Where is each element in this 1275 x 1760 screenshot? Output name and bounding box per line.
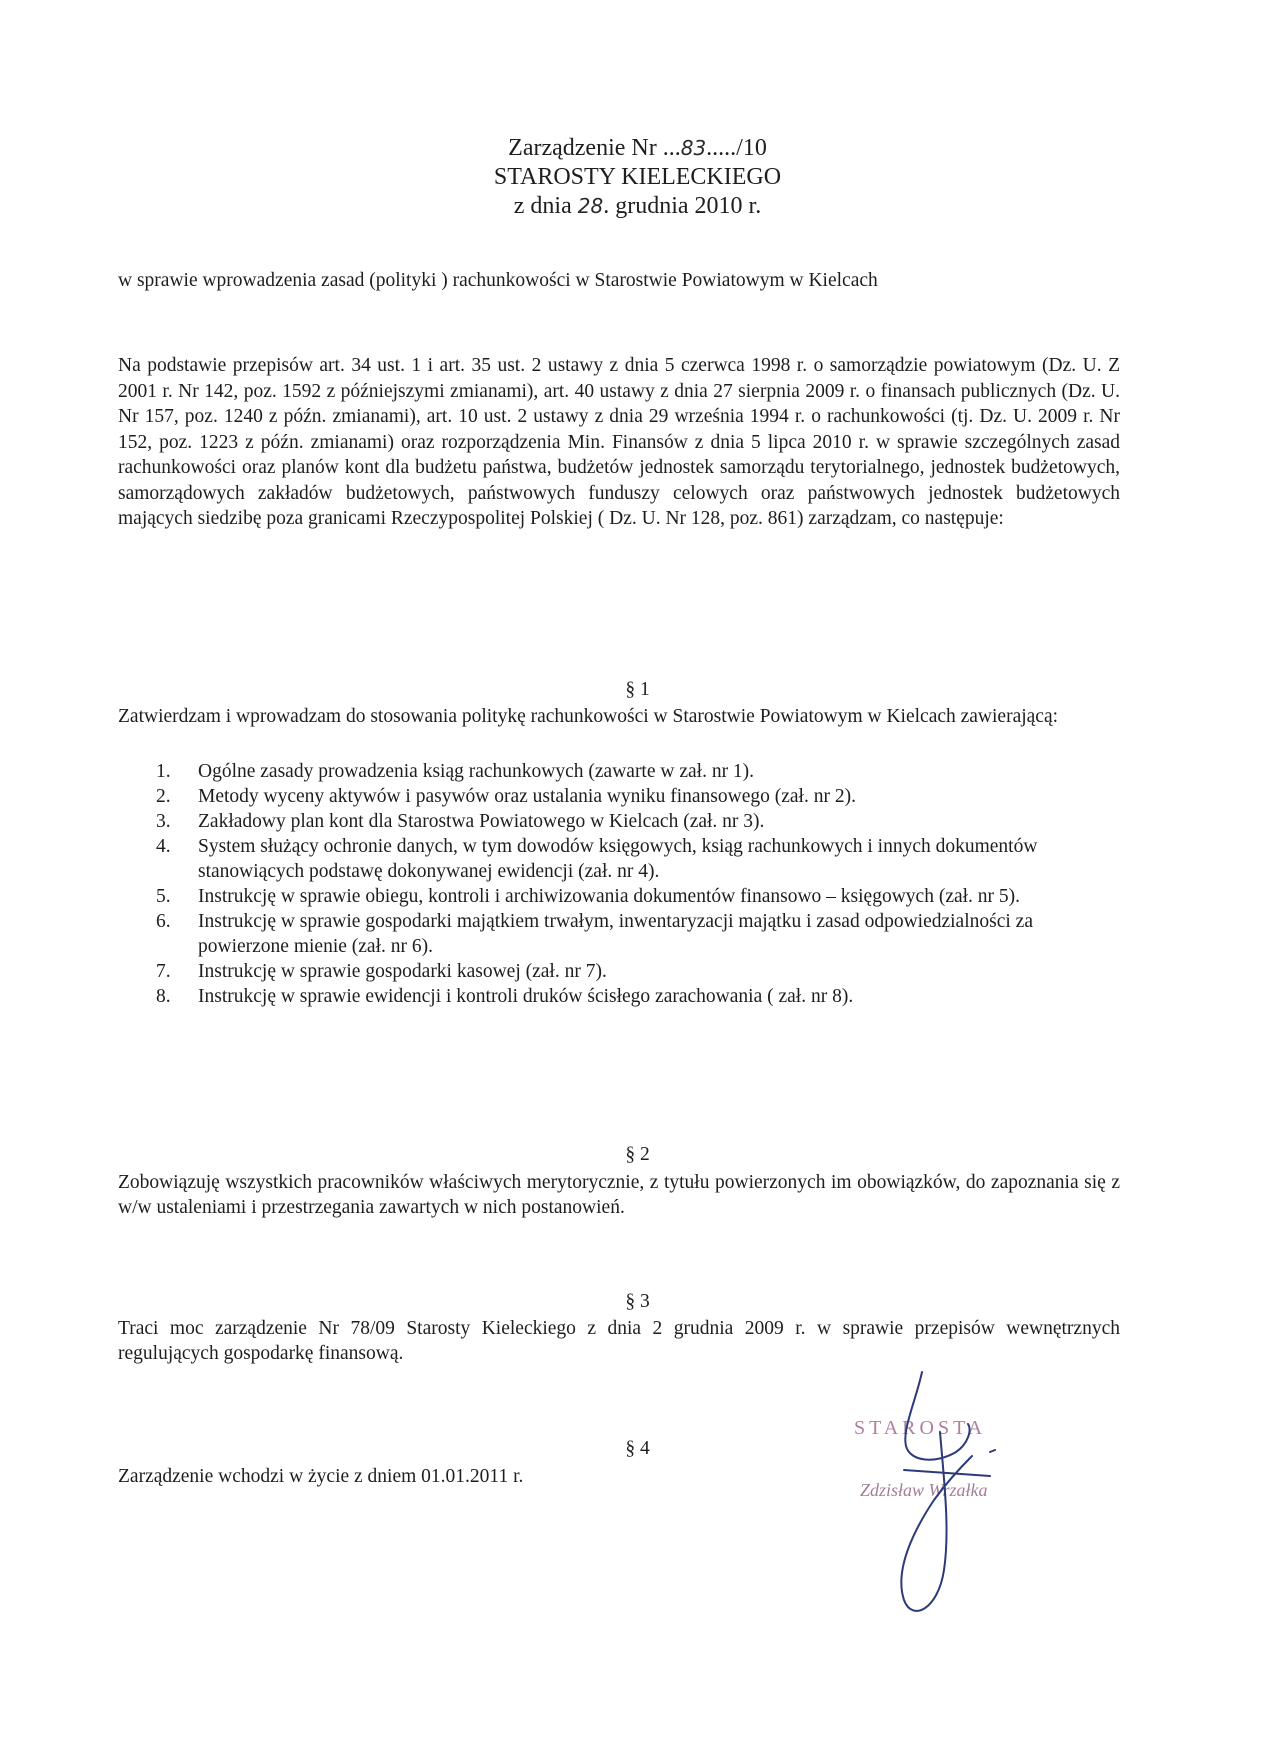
handwritten-day: 28: [577, 194, 604, 218]
list-item-text: Instrukcję w sprawie ewidencji i kontroli druków ścisłego zarachowania ( zał. nr 8).: [198, 986, 854, 1007]
list-item-number: 3.: [156, 811, 171, 832]
section-3-heading: § 3: [625, 1291, 650, 1312]
list-item-text: Instrukcję w sprawie gospodarki kasowej (zał. nr 7).: [198, 961, 607, 982]
document-header: [0, 134, 1275, 221]
list-item-number: 1.: [156, 761, 171, 782]
handwritten-order-number: 83: [680, 136, 707, 160]
date-line: [0, 192, 1275, 221]
legal-basis-paragraph: Na podstawie przepisów art. 34 ust. 1 i art. 35 ust. 2 ustawy z dnia 5 czerwca 1998 r. o samorządzie powiatowym (Dz. U. Z 2001 r. Nr 142, poz. 1592 z późniejszymi zmianami), art. 40 ustawy z dnia 27 sierpnia 2009 r. o finansach publicznych (Dz. U. Nr 157, poz. 1240 z późn. zmianami), art. 10 ust. 2 ustawy z dnia 29 września 1994 r. o rachunkowości (tj. Dz. U. 2009 r. Nr 152, poz. 1223 z późn. zmianami) oraz rozporządzenia Min. Finansów z dnia 5 lipca 2010 r. w sprawie szczególnych zasad rachunkowości oraz planów kont dla budżetu państwa, budżetów jednostek samorządu terytorialnego, jednostek budżetowych, samorządowych zakładów budżetowych, państwowych funduszy celowych oraz państwowych jednostek budżetowych mających siedzibę poza granicami Rzeczypospolitej Polskiej ( Dz. U. Nr 128, poz. 861) zarządzam, co następuje:: [118, 355, 1120, 529]
list-item: [156, 959, 1076, 984]
official-stamp-title: STAROSTA: [854, 1417, 987, 1439]
list-item: [156, 909, 1076, 959]
section-4-heading: § 4: [625, 1438, 650, 1459]
list-item: [156, 834, 1076, 884]
list-item-number: 7.: [156, 961, 171, 982]
list-item: [156, 784, 1076, 809]
list-item: [156, 984, 1076, 1009]
list-item-number: 4.: [156, 836, 171, 857]
list-item-number: 8.: [156, 986, 171, 1007]
section-1-text: Zatwierdzam i wprowadzam do stosowania politykę rachunkowości w Starostwie Powiatowym w Kielcach zawierającą:: [118, 706, 1059, 727]
document-subject: w sprawie wprowadzenia zasad (polityki ) rachunkowości w Starostwie Powiatowym w Kielcach: [118, 270, 878, 291]
order-number-prefix: Zarządzenie Nr ...: [508, 135, 681, 161]
order-number-line: [0, 134, 1275, 163]
section-2-heading: § 2: [625, 1144, 650, 1165]
section-3-text: Traci moc zarządzenie Nr 78/09 Starosty Kieleckiego z dnia 2 grudnia 2009 r. w sprawie przepisów wewnętrznych regulujących gospodarkę finansową.: [118, 1318, 1120, 1364]
list-item-text: Zakładowy plan kont dla Starostwa Powiatowego w Kielcach (zał. nr 3).: [198, 811, 765, 832]
list-item-text: Instrukcję w sprawie gospodarki majątkiem trwałym, inwentaryzacji majątku i zasad odpowiedzialności za powierzone mienie (zał. nr 6).: [198, 911, 1033, 957]
section-2-text: Zobowiązuję wszystkich pracowników właściwych merytorycznie, z tytułu powierzonych im obowiązków, do zapoznania się z w/w ustaleniami i przestrzegania zawartych w nich postanowień.: [118, 1172, 1120, 1218]
list-item: [156, 884, 1076, 909]
section-4-text: Zarządzenie wchodzi w życie z dniem 01.01.2011 r.: [118, 1466, 524, 1487]
handwritten-signature: [840, 1360, 1020, 1640]
list-item-number: 2.: [156, 786, 171, 807]
official-stamp-name: Zdzisław Wrzałka: [860, 1480, 988, 1500]
list-item: [156, 759, 1076, 784]
list-item-text: System służący ochronie danych, w tym dowodów księgowych, ksiąg rachunkowych i innych dokumentów stanowiących podstawę dokonywanej ewidencji (zał. nr 4).: [198, 836, 1038, 882]
order-number-suffix: ...../10: [706, 135, 767, 161]
list-item: [156, 809, 1076, 834]
list-item-number: 5.: [156, 886, 171, 907]
list-item-text: Ogólne zasady prowadzenia ksiąg rachunkowych (zawarte w zał. nr 1).: [198, 761, 755, 782]
policy-components-list: [156, 759, 1076, 1009]
list-item-text: Instrukcję w sprawie obiegu, kontroli i archiwizowania dokumentów finansowo – księgowych (zał. nr 5).: [198, 886, 1021, 907]
section-1-heading: § 1: [625, 679, 650, 700]
date-suffix: . grudnia 2010 r.: [603, 193, 762, 219]
list-item-number: 6.: [156, 911, 171, 932]
issuer-line: STAROSTY KIELECKIEGO: [493, 164, 782, 190]
date-prefix: z dnia: [513, 193, 578, 219]
list-item-text: Metody wyceny aktywów i pasywów oraz ustalania wyniku finansowego (zał. nr 2).: [198, 786, 856, 807]
